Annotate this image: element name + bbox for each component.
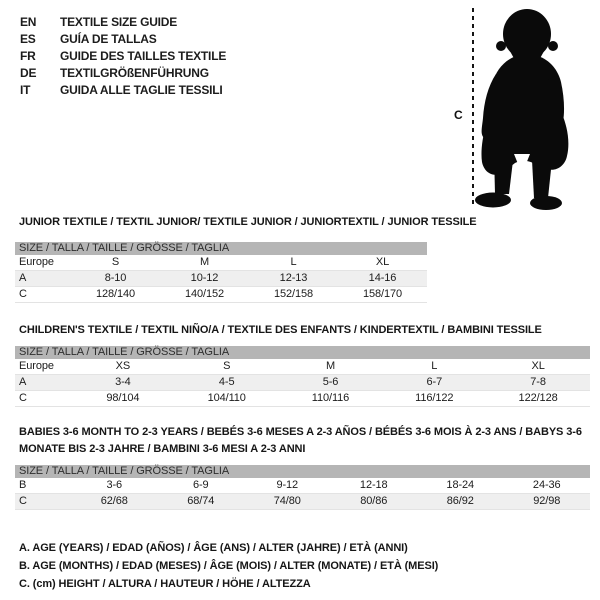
language-code: FR [20,49,36,63]
language-row [20,82,226,99]
silhouette-notch [514,154,530,174]
table-cell: 3-6 [106,479,123,491]
legend-line: A. AGE (YEARS) / EDAD (AÑOS) / ÂGE (ANS) / ALTER (JAHRE) / ETÀ (ANNI) [19,542,408,554]
table-cell: 152/158 [273,288,314,300]
row-label: A [19,272,27,284]
table-cell: L [431,360,438,372]
table-cell: 68/74 [187,495,215,507]
table-cell: 6-9 [192,479,209,491]
baby-figure [448,2,588,214]
junior-size-table [15,242,427,303]
legend-line: B. AGE (MONTHS) / EDAD (MESES) / ÂGE (MOIS) / ALTER (MONATE) / ETÀ (MESI) [19,560,439,572]
table-cell: 3-4 [115,376,131,388]
row-label: C [19,495,27,507]
language-row [20,31,226,48]
table-row [15,391,590,407]
table-cell: M [325,360,336,372]
height-measure-label: C [454,108,463,122]
table-cell: 140/152 [184,288,225,300]
table-cell: 92/98 [533,495,561,507]
row-label: C [19,392,27,404]
legend-line: C. (cm) HEIGHT / ALTURA / HAUTEUR / HÖHE / ALTEZZA [19,578,311,590]
language-row [20,65,226,82]
table-cell: 18-24 [446,479,475,491]
language-title: TEXTILGRÖßENFÜHRUNG [60,66,209,80]
children-table-title: CHILDREN'S TEXTILE / TEXTIL NIÑO/A / TEXTILE DES ENFANTS / KINDERTEXTIL / BAMBINI TESSILE [19,324,542,336]
babies-table-rows [15,478,590,510]
table-cell: 8-10 [104,272,127,284]
size-header-bar: SIZE / TALLA / TAILLE / GRÖSSE / TAGLIA [15,242,427,255]
table-cell: 14-16 [368,272,397,284]
row-label: Europe [19,360,54,372]
table-cell: 62/68 [100,495,128,507]
babies-table-title: BABIES 3-6 MONTH TO 2-3 YEARS / BEBÉS 3-6 MESES A 2-3 AÑOS / BÉBÉS 3-6 MOIS À 2-3 ANS / BABYS 3-6 MONATE BIS 2-3 JAHRE / BAMBINI 3-6 MESI A 2-3 ANNI [19,426,582,455]
table-row [15,375,590,391]
table-cell: 116/122 [415,392,454,404]
language-title: GUIDE DES TAILLES TEXTILE [60,49,227,63]
table-cell: 7-8 [530,376,546,388]
table-row [15,494,590,510]
table-cell: 110/116 [311,392,350,404]
row-label: C [19,288,27,300]
language-row [20,14,226,31]
table-row [15,478,590,494]
table-cell: 80/86 [360,495,388,507]
table-row [15,271,427,287]
language-title: GUIDA ALLE TAGLIE TESSILI [60,83,223,97]
children-size-table [15,346,590,407]
table-cell: 158/170 [362,288,403,300]
table-cell: 128/140 [95,288,136,300]
row-label: A [19,376,27,388]
table-cell: 104/110 [207,392,246,404]
table-cell: 6-7 [426,376,443,388]
table-cell: S [223,360,231,372]
babies-size-table [15,465,590,510]
language-title: TEXTILE SIZE GUIDE [60,15,178,29]
table-cell: 10-12 [190,272,219,284]
legend-list [19,539,438,593]
baby-silhouette [475,9,568,210]
table-cell: 12-18 [359,479,388,491]
table-cell: 9-12 [276,479,299,491]
table-row [15,359,590,375]
table-cell: L [290,256,297,268]
table-cell: 122/128 [518,392,558,404]
size-header-bar: SIZE / TALLA / TAILLE / GRÖSSE / TAGLIA [15,465,590,478]
table-cell: 5-6 [322,376,339,388]
language-code: EN [20,15,37,29]
junior-table-rows [15,255,427,303]
table-cell: S [111,256,120,268]
language-title: GUÍA DE TALLAS [60,32,157,46]
table-cell: XL [531,360,545,372]
table-cell: 98/104 [106,392,140,404]
baby-silhouette-graphic [448,2,588,214]
language-list [20,14,226,99]
table-cell: XL [375,256,390,268]
language-row [20,48,226,65]
row-label: B [19,479,27,491]
junior-table-title: JUNIOR TEXTILE / TEXTIL JUNIOR/ TEXTILE JUNIOR / JUNIORTEXTIL / JUNIOR TESSILE [19,216,477,228]
row-label: Europe [19,256,54,268]
language-code: ES [20,32,36,46]
table-cell: 86/92 [446,495,474,507]
table-row [15,255,427,271]
table-cell: 4-5 [218,376,235,388]
table-cell: M [199,256,210,268]
table-cell: 24-36 [532,479,561,491]
children-table-rows [15,359,590,407]
size-header-bar: SIZE / TALLA / TAILLE / GRÖSSE / TAGLIA [15,346,590,359]
table-cell: 12-13 [279,272,308,284]
table-cell: 74/80 [273,495,301,507]
language-code: IT [20,83,31,97]
language-code: DE [20,66,37,80]
table-cell: XS [115,360,131,372]
table-row [15,287,427,303]
